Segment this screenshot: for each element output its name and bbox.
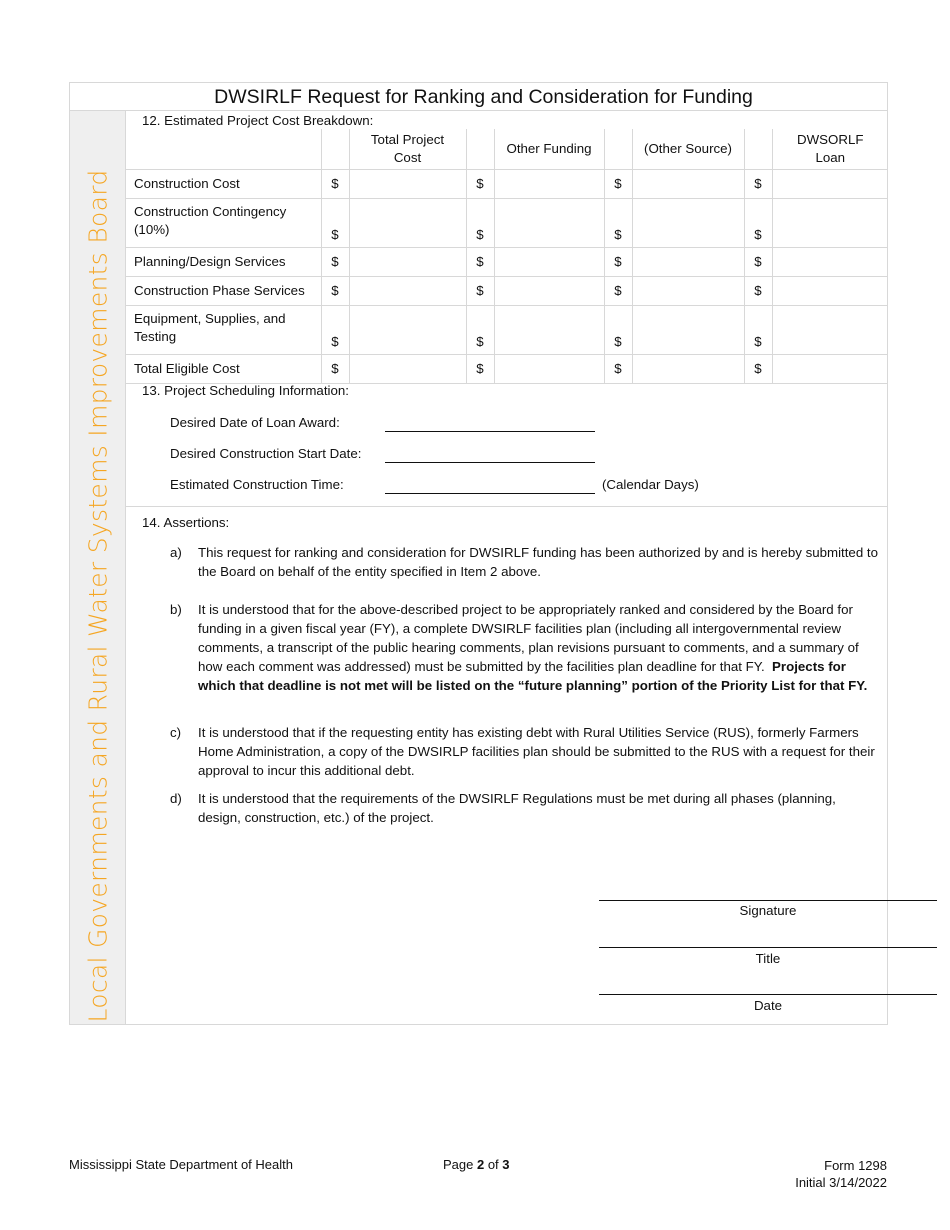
column-header-other-funding: Other Funding — [494, 129, 604, 169]
construction-start-date-field[interactable] — [385, 462, 595, 463]
table-row — [126, 198, 888, 247]
currency-symbol: $ — [466, 276, 494, 305]
signature-line[interactable] — [599, 900, 937, 901]
form-title: DWSIRLF Request for Ranking and Consideration for Funding — [214, 86, 753, 108]
currency-symbol: $ — [744, 247, 772, 276]
column-header-total-project-cost: Total Project Cost — [349, 129, 466, 169]
currency-symbol: $ — [604, 247, 632, 276]
assertion-b — [170, 600, 882, 695]
amount-cell[interactable] — [494, 247, 604, 276]
amount-cell[interactable] — [772, 305, 888, 354]
amount-cell[interactable] — [494, 276, 604, 305]
initial-date: Initial 3/14/2022 — [795, 1175, 887, 1190]
currency-symbol: $ — [321, 276, 349, 305]
amount-cell[interactable] — [349, 354, 466, 383]
assertion-c — [170, 723, 882, 780]
amount-cell[interactable] — [772, 169, 888, 198]
section-12-label: 12. Estimated Project Cost Breakdown: — [142, 113, 374, 128]
row-label-equipment: Equipment, Supplies, and Testing — [126, 305, 321, 354]
table-row — [126, 169, 888, 198]
currency-symbol: $ — [604, 354, 632, 383]
amount-cell[interactable] — [632, 169, 744, 198]
amount-cell[interactable] — [772, 276, 888, 305]
page-current: 2 — [476, 1157, 485, 1172]
currency-symbol: $ — [604, 198, 632, 247]
currency-symbol: $ — [604, 276, 632, 305]
construction-time-label: Estimated Construction Time: — [170, 477, 344, 492]
amount-cell[interactable] — [632, 276, 744, 305]
calendar-days-note: (Calendar Days) — [602, 477, 699, 492]
row-label-construction-phase: Construction Phase Services — [126, 276, 321, 305]
currency-symbol: $ — [321, 169, 349, 198]
assertion-text: It is understood that the requirements of the DWSIRLF Regulations must be met during all phases (planning, design, construction, etc.) of the project. — [198, 791, 836, 825]
assertion-text — [198, 600, 882, 695]
table-row — [126, 276, 888, 305]
column-header-dwsorlf-loan: DWSORLF Loan — [772, 129, 888, 169]
amount-cell[interactable] — [772, 198, 888, 247]
table-header-row — [126, 129, 888, 169]
assertion-letter: d) — [170, 791, 182, 806]
currency-symbol: $ — [744, 354, 772, 383]
amount-cell[interactable] — [349, 198, 466, 247]
amount-cell[interactable] — [349, 169, 466, 198]
form-frame — [69, 82, 888, 1025]
assertion-b-bold: Projects for which that deadline is not met will be listed on the “future planning” portion of the Priority List for that FY. — [198, 659, 868, 693]
page-mid: of — [484, 1157, 503, 1172]
row-label-planning-design: Planning/Design Services — [126, 247, 321, 276]
footer-form-info — [795, 1157, 887, 1191]
row-label-construction-cost: Construction Cost — [126, 169, 321, 198]
table-row — [126, 247, 888, 276]
assertion-letter: b) — [170, 602, 182, 617]
currency-symbol: $ — [466, 169, 494, 198]
currency-symbol: $ — [744, 198, 772, 247]
currency-symbol: $ — [744, 169, 772, 198]
title-label: Title — [755, 951, 781, 966]
assertion-b-body: It is understood that for the above-described project to be appropriately ranked and considered by the Board for funding in a given fiscal year (FY), a complete DWSIRLF facilities plan (including all intergovernmental review comments, a transcript of the public hearing comments, plan revisions pursuant to comments, and a summary of how each comment was addressed) must be submitted by the facilities plan deadline for that FY. — [198, 602, 859, 674]
signature-label: Signature — [739, 903, 797, 918]
amount-cell[interactable] — [494, 354, 604, 383]
column-header-other-source: (Other Source) — [632, 129, 744, 169]
row-label-total-eligible: Total Eligible Cost — [126, 354, 321, 383]
currency-symbol: $ — [321, 198, 349, 247]
amount-cell[interactable] — [494, 198, 604, 247]
amount-cell[interactable] — [494, 169, 604, 198]
currency-symbol: $ — [604, 169, 632, 198]
section-13-label: 13. Project Scheduling Information: — [142, 383, 349, 398]
currency-symbol: $ — [604, 305, 632, 354]
side-banner-text: Local Governments and Rural Water Systems Improvements Board — [83, 169, 113, 1023]
side-banner — [70, 111, 126, 1024]
currency-symbol: $ — [466, 198, 494, 247]
assertion-text: It is understood that if the requesting entity has existing debt with Rural Utilities Service (RUS), formerly Farmers Home Administration, a copy of the DWSIRLP facilities plan should be submitted to the RUS with a request for their approval to incur this additional debt. — [198, 725, 875, 778]
currency-symbol: $ — [466, 305, 494, 354]
date-label: Date — [753, 998, 783, 1013]
form-title-row — [70, 83, 887, 111]
footer-page-number — [443, 1157, 510, 1172]
loan-award-label: Desired Date of Loan Award: — [170, 415, 340, 430]
assertion-d — [170, 789, 882, 827]
construction-time-field[interactable] — [385, 493, 595, 494]
section-13 — [126, 383, 888, 507]
section-14-label: 14. Assertions: — [142, 515, 230, 530]
assertion-a — [170, 543, 882, 581]
date-line[interactable] — [599, 994, 937, 995]
title-line[interactable] — [599, 947, 937, 948]
amount-cell[interactable] — [772, 354, 888, 383]
amount-cell[interactable] — [349, 247, 466, 276]
cost-breakdown-table — [126, 129, 888, 384]
table-row — [126, 305, 888, 354]
amount-cell[interactable] — [632, 305, 744, 354]
currency-symbol: $ — [321, 354, 349, 383]
amount-cell[interactable] — [632, 198, 744, 247]
assertion-letter: c) — [170, 725, 182, 740]
currency-symbol: $ — [744, 276, 772, 305]
assertion-text: This request for ranking and consideration for DWSIRLF funding has been authorized by and is hereby submitted to the Board on behalf of the entity specified in Item 2 above. — [198, 545, 878, 579]
amount-cell[interactable] — [632, 354, 744, 383]
amount-cell[interactable] — [349, 305, 466, 354]
row-label-construction-contingency: Construction Contingency (10%) — [126, 198, 321, 247]
currency-symbol: $ — [744, 305, 772, 354]
amount-cell[interactable] — [632, 247, 744, 276]
currency-symbol: $ — [466, 354, 494, 383]
page-prefix: Page — [443, 1157, 477, 1172]
amount-cell[interactable] — [772, 247, 888, 276]
table-row — [126, 354, 888, 383]
loan-award-date-field[interactable] — [385, 431, 595, 432]
amount-cell[interactable] — [349, 276, 466, 305]
footer-department: Mississippi State Department of Health — [69, 1157, 293, 1172]
construction-start-label: Desired Construction Start Date: — [170, 446, 362, 461]
currency-symbol: $ — [466, 247, 494, 276]
amount-cell[interactable] — [494, 305, 604, 354]
form-number: Form 1298 — [824, 1158, 887, 1173]
currency-symbol: $ — [321, 247, 349, 276]
page-total: 3 — [502, 1157, 510, 1172]
assertion-letter: a) — [170, 545, 182, 560]
currency-symbol: $ — [321, 305, 349, 354]
